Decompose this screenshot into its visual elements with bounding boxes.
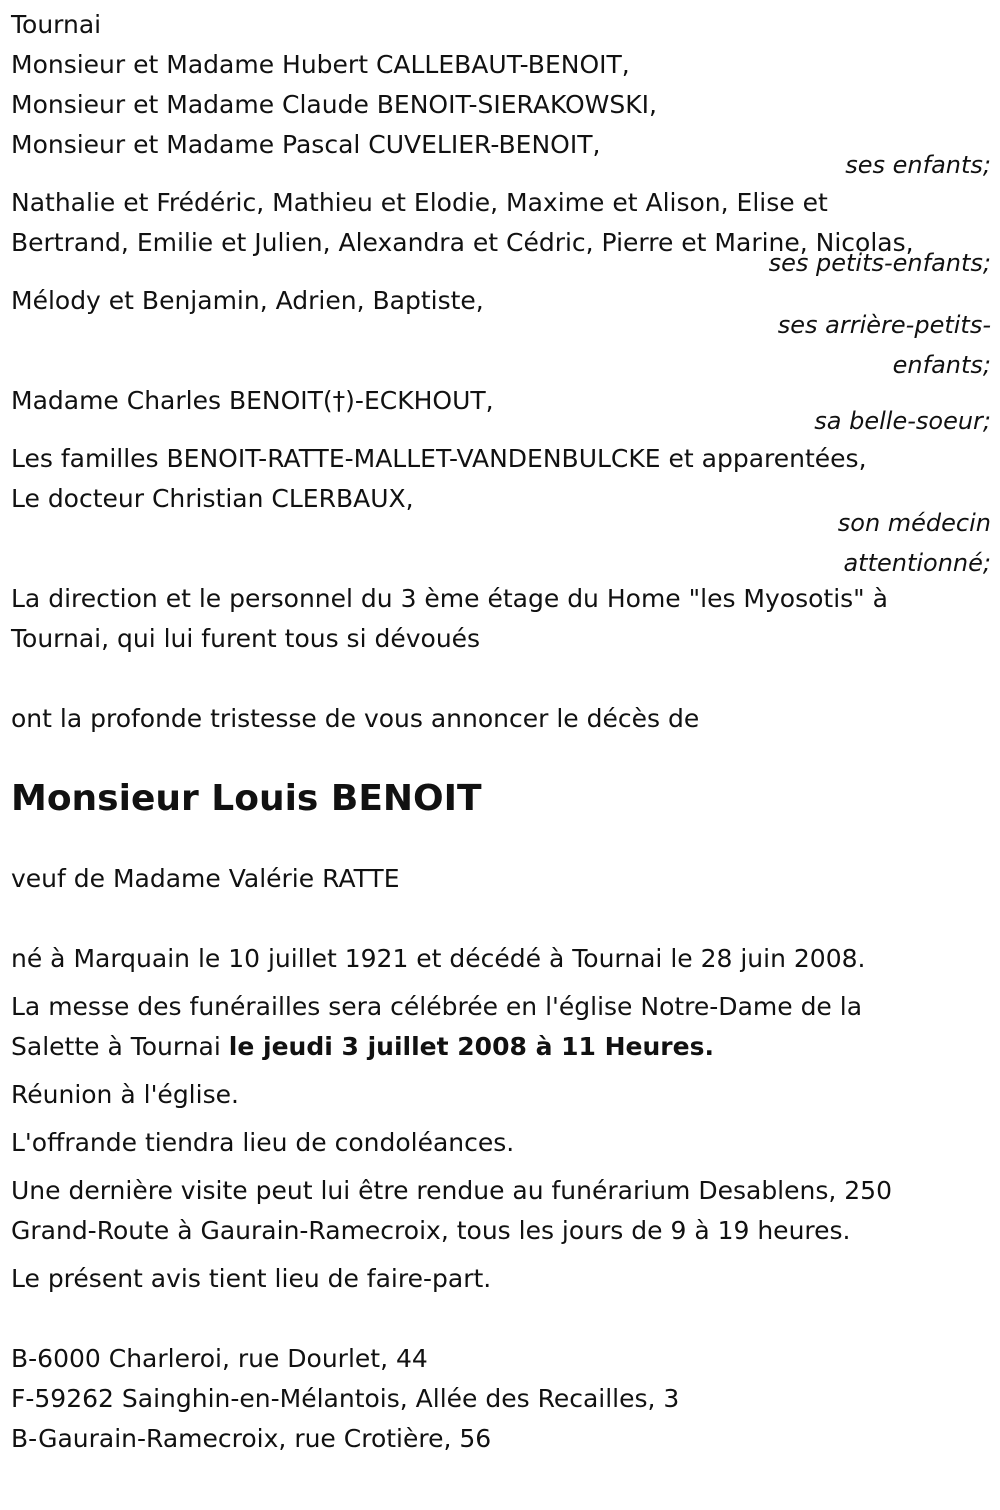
death-notice — [11, 5, 991, 1459]
great-grandchildren-section — [11, 281, 991, 385]
address-line-1: B-6000 Charleroi, rue Dourlet, 44 — [11, 1344, 428, 1373]
doctor-section — [11, 479, 991, 583]
funeral-line-2 — [11, 1027, 991, 1067]
doctor-relation-2: attentionné; — [843, 549, 991, 577]
sister-in-law-section — [11, 381, 991, 433]
funeral-date-time: le jeudi 3 juillet 2008 à 11 Heures. — [228, 1032, 714, 1061]
funeral-section — [11, 987, 991, 1299]
families-section — [11, 439, 991, 479]
child-line-2: Monsieur et Madame Claude BENOIT-SIERAKOWSKI, — [11, 90, 657, 119]
grandchildren-line-1: Nathalie et Frédéric, Mathieu et Elodie, Maxime et Alison, Elise et — [11, 188, 828, 217]
visit-line-2: Grand-Route à Gaurain-Ramecroix, tous les jours de 9 à 19 heures. — [11, 1216, 851, 1245]
child-line-1: Monsieur et Madame Hubert CALLEBAUT-BENOIT, — [11, 50, 630, 79]
great-grandchildren-relation-1: ses arrière-petits- — [777, 311, 991, 339]
location-heading: Tournai — [11, 10, 102, 39]
staff-section — [11, 579, 991, 659]
grandchildren-line-2: Bertrand, Emilie et Julien, Alexandra et Cédric, Pierre et Marine, Nicolas, — [11, 228, 914, 257]
child-line-3: Monsieur et Madame Pascal CUVELIER-BENOIT, — [11, 130, 601, 159]
widower-line: veuf de Madame Valérie RATTE — [11, 864, 400, 893]
announcement-text: ont la profonde tristesse de vous annoncer le décès de — [11, 704, 700, 733]
notice-line: Le présent avis tient lieu de faire-part. — [11, 1264, 492, 1293]
funeral-line-1: La messe des funérailles sera célébrée en l'église Notre-Dame de la — [11, 992, 863, 1021]
children-relation: ses enfants; — [845, 151, 991, 179]
great-grandchildren-relation-2: enfants; — [892, 351, 991, 379]
great-grandchildren-line: Mélody et Benjamin, Adrien, Baptiste, — [11, 286, 484, 315]
address-line-3: B-Gaurain-Ramecroix, rue Crotière, 56 — [11, 1424, 492, 1453]
families-line: Les familles BENOIT-RATTE-MALLET-VANDENBULCKE et apparentées, — [11, 444, 867, 473]
funeral-place: Salette à Tournai — [11, 1032, 229, 1061]
birth-death-line: né à Marquain le 10 juillet 1921 et décédé à Tournai le 28 juin 2008. — [11, 944, 866, 973]
staff-line-2: Tournai, qui lui furent tous si dévoués — [11, 624, 481, 653]
sister-in-law-relation: sa belle-soeur; — [814, 407, 991, 435]
meeting-line: Réunion à l'église. — [11, 1080, 239, 1109]
grandchildren-relation: ses petits-enfants; — [768, 249, 991, 277]
address-line-2: F-59262 Sainghin-en-Mélantois, Allée des Recailles, 3 — [11, 1384, 680, 1413]
sister-in-law-line: Madame Charles BENOIT(†)-ECKHOUT, — [11, 386, 494, 415]
staff-line-1: La direction et le personnel du 3 ème étage du Home "les Myosotis" à — [11, 584, 888, 613]
children-section — [11, 45, 991, 177]
grandchildren-section — [11, 183, 991, 275]
doctor-line: Le docteur Christian CLERBAUX, — [11, 484, 414, 513]
addresses-section — [11, 1339, 991, 1459]
offering-line: L'offrande tiendra lieu de condoléances. — [11, 1128, 515, 1157]
visit-line-1: Une dernière visite peut lui être rendue au funérarium Desablens, 250 — [11, 1176, 892, 1205]
deceased-name: Monsieur Louis BENOIT — [11, 778, 482, 819]
doctor-relation-1: son médecin — [837, 509, 991, 537]
